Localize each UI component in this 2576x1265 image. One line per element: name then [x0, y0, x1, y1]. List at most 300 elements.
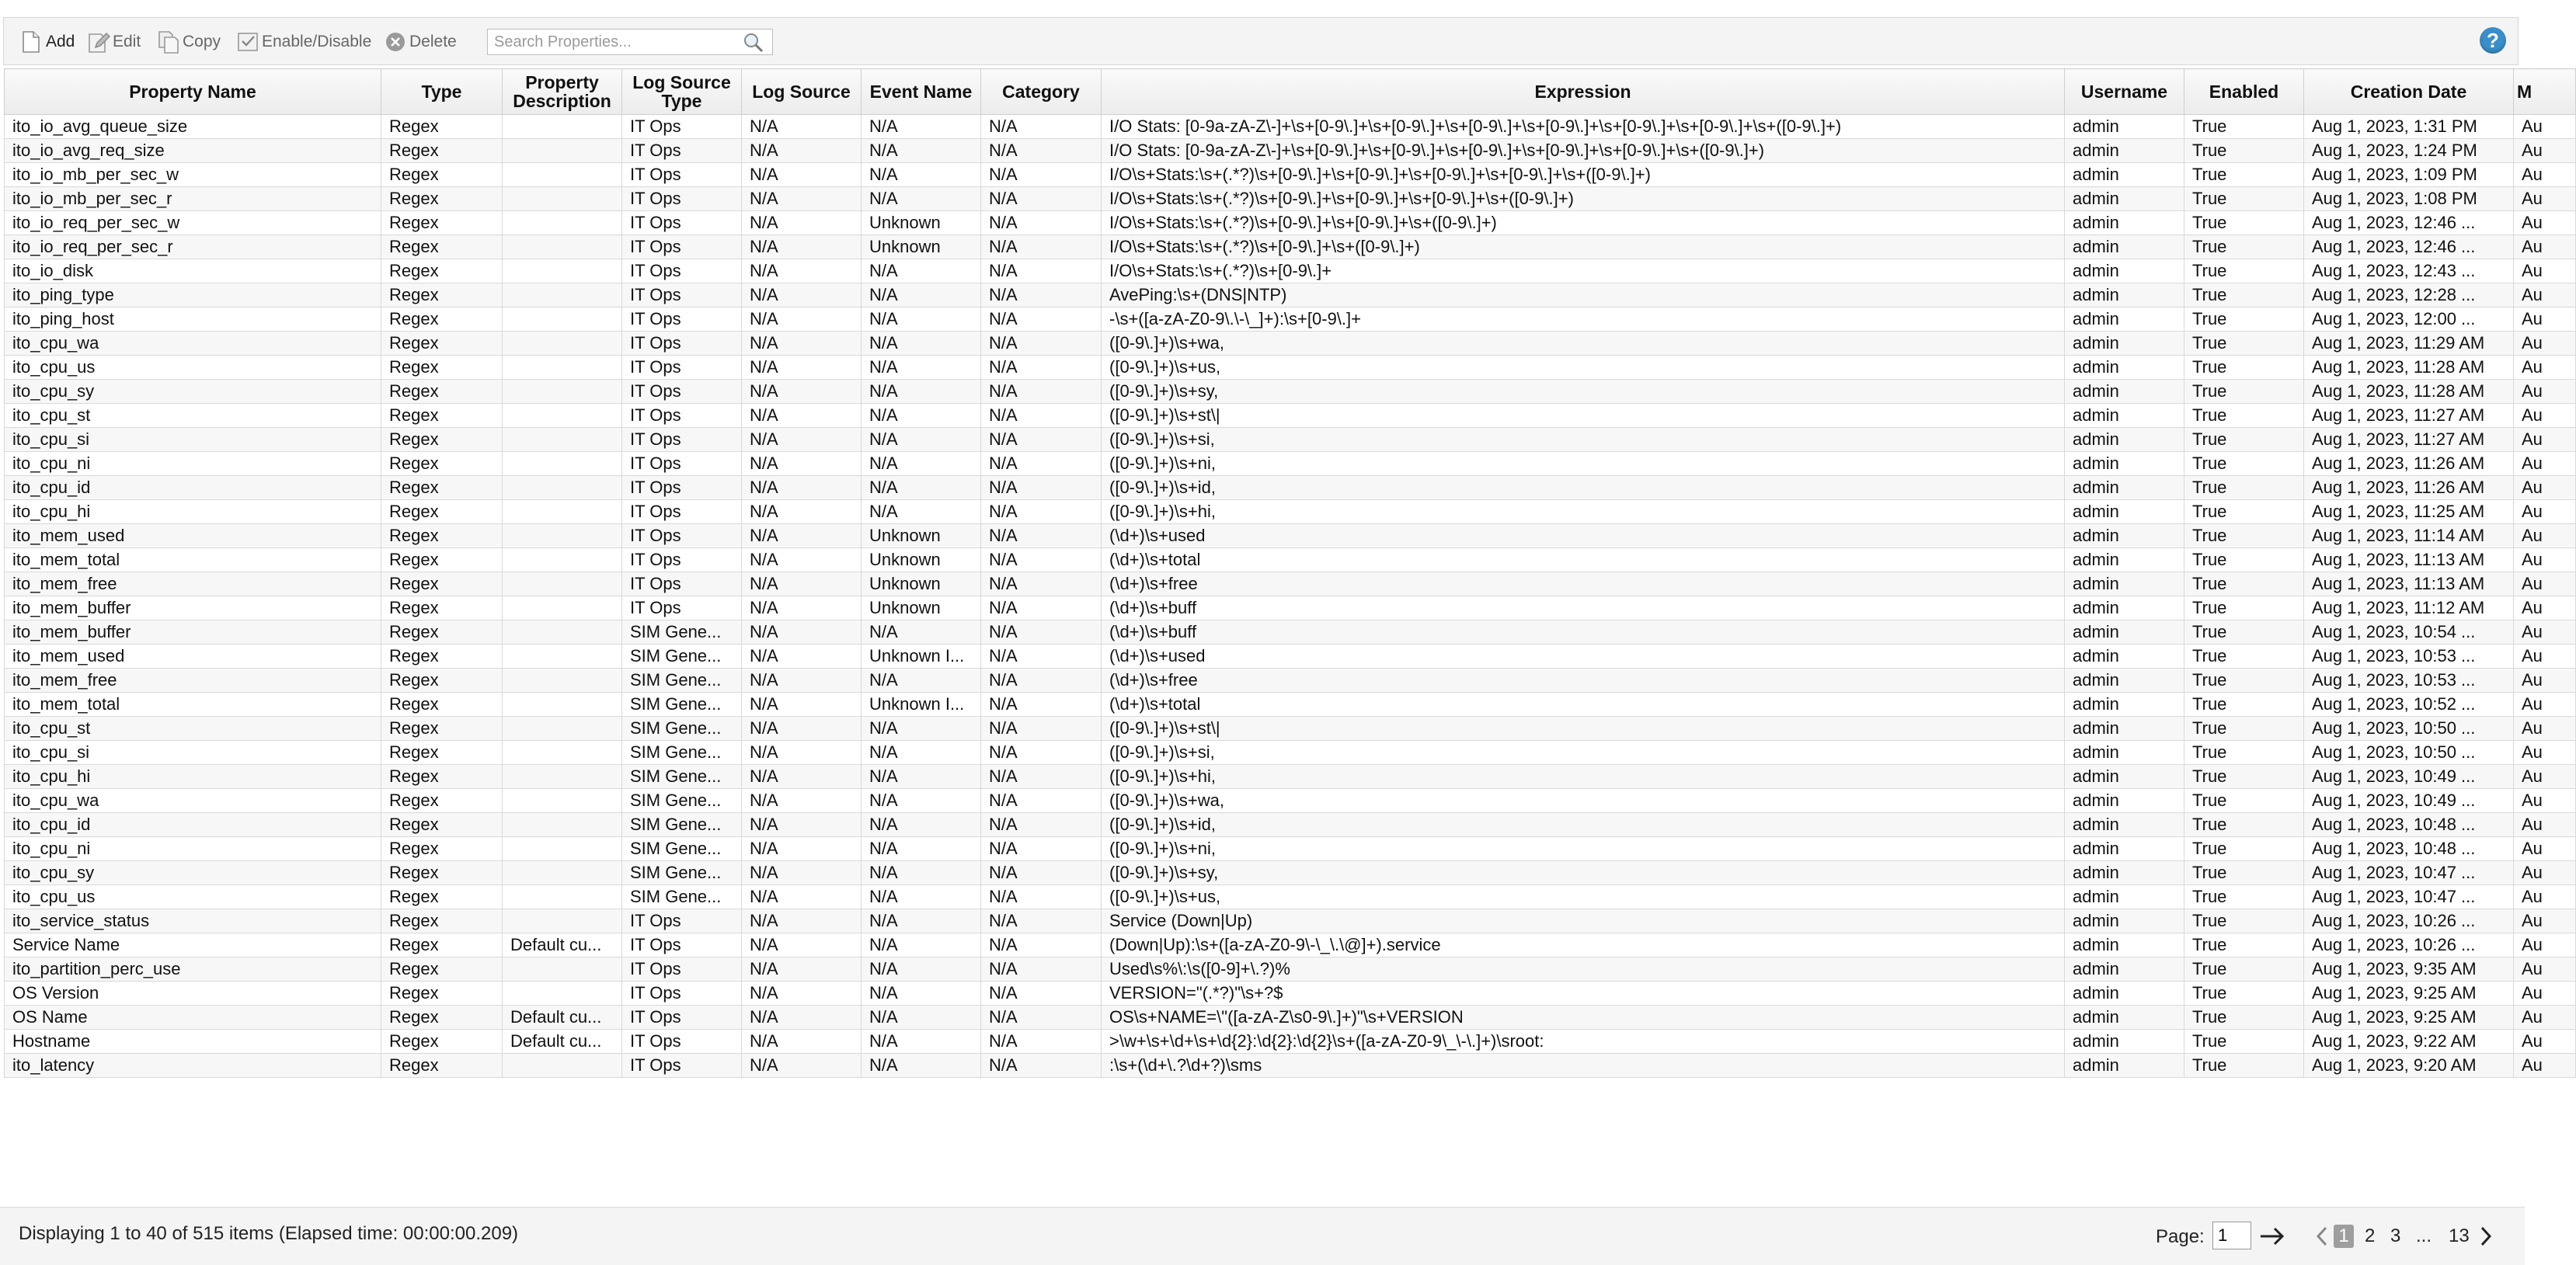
cell-property-name: ito_cpu_ni	[5, 452, 381, 476]
cell-log-source: N/A	[742, 452, 862, 476]
cell-property-name: ito_cpu_sy	[5, 380, 381, 404]
cell-log-source-type: IT Ops	[622, 1006, 742, 1030]
table-row[interactable]	[5, 1054, 2576, 1078]
page-link-13[interactable]: 13	[2449, 1225, 2470, 1246]
table-row[interactable]	[5, 115, 2576, 139]
cell-truncated: Au	[2514, 139, 2576, 163]
table-row[interactable]	[5, 789, 2576, 813]
table-row[interactable]	[5, 933, 2576, 957]
cell-enabled: True	[2184, 669, 2304, 693]
cell-log-source: N/A	[742, 404, 862, 428]
column-header-type[interactable]: Type	[381, 69, 503, 115]
cell-category: N/A	[981, 982, 1102, 1006]
table-row[interactable]	[5, 476, 2576, 500]
cell-property-name: ito_cpu_id	[5, 476, 381, 500]
cell-enabled: True	[2184, 596, 2304, 620]
cell-enabled: True	[2184, 765, 2304, 789]
cell-expression: VERSION="(.*?)"\s+?$	[1102, 982, 2065, 1006]
cell-log-source: N/A	[742, 308, 862, 332]
next-page-icon[interactable]	[2477, 1223, 2494, 1249]
table-row[interactable]	[5, 1030, 2576, 1054]
table-row[interactable]	[5, 187, 2576, 211]
table-row[interactable]	[5, 909, 2576, 933]
cell-type: Regex	[381, 332, 503, 356]
cell-category: N/A	[981, 163, 1102, 187]
column-header-property-description[interactable]: Property Description	[503, 69, 622, 115]
cell-truncated: Au	[2514, 1006, 2576, 1030]
table-row[interactable]	[5, 163, 2576, 187]
column-header-truncated[interactable]: M	[2514, 69, 2576, 115]
cell-category: N/A	[981, 837, 1102, 861]
cell-event-name: Unknown I...	[862, 645, 981, 669]
cell-username: admin	[2065, 428, 2184, 452]
cell-creation-date: Aug 1, 2023, 11:12 AM	[2304, 596, 2514, 620]
cell-log-source: N/A	[742, 572, 862, 596]
cell-event-name: N/A	[862, 380, 981, 404]
cell-creation-date: Aug 1, 2023, 9:20 AM	[2304, 1054, 2514, 1078]
cell-property-name: ito_cpu_us	[5, 885, 381, 909]
cell-creation-date: Aug 1, 2023, 1:24 PM	[2304, 139, 2514, 163]
cell-type: Regex	[381, 693, 503, 717]
cell-creation-date: Aug 1, 2023, 10:48 ...	[2304, 813, 2514, 837]
go-arrow-icon[interactable]	[2257, 1223, 2289, 1249]
table-row[interactable]	[5, 283, 2576, 308]
cell-truncated: Au	[2514, 428, 2576, 452]
cell-username: admin	[2065, 693, 2184, 717]
cell-type: Regex	[381, 163, 503, 187]
cell-property-description	[503, 524, 622, 548]
table-row[interactable]	[5, 596, 2576, 620]
add-button[interactable]	[21, 27, 75, 57]
table-row[interactable]	[5, 452, 2576, 476]
cell-property-name: ito_io_mb_per_sec_r	[5, 187, 381, 211]
cell-property-description	[503, 837, 622, 861]
cell-log-source: N/A	[742, 645, 862, 669]
cell-username: admin	[2065, 115, 2184, 139]
cell-property-description	[503, 861, 622, 885]
cell-truncated: Au	[2514, 885, 2576, 909]
cell-log-source-type: IT Ops	[622, 572, 742, 596]
cell-event-name: N/A	[862, 933, 981, 957]
cell-enabled: True	[2184, 620, 2304, 645]
page-number-input[interactable]	[2212, 1222, 2251, 1249]
cell-creation-date: Aug 1, 2023, 9:25 AM	[2304, 1006, 2514, 1030]
cell-creation-date: Aug 1, 2023, 10:54 ...	[2304, 620, 2514, 645]
cell-enabled: True	[2184, 283, 2304, 308]
cell-truncated: Au	[2514, 500, 2576, 524]
table-body	[5, 115, 2576, 1078]
cell-truncated: Au	[2514, 308, 2576, 332]
cell-property-name: ito_ping_host	[5, 308, 381, 332]
cell-event-name: N/A	[862, 404, 981, 428]
table-row[interactable]	[5, 332, 2576, 356]
table-row[interactable]	[5, 356, 2576, 380]
cell-log-source: N/A	[742, 909, 862, 933]
column-header-enabled[interactable]: Enabled	[2184, 69, 2304, 115]
edit-icon	[88, 30, 108, 54]
column-header-creation-date[interactable]: Creation Date	[2304, 69, 2514, 115]
cell-event-name: N/A	[862, 187, 981, 211]
cell-expression: ([0-9\.]+)\s+sy,	[1102, 861, 2065, 885]
edit-label: Edit	[113, 33, 141, 50]
cell-truncated: Au	[2514, 163, 2576, 187]
cell-enabled: True	[2184, 1030, 2304, 1054]
search-icon[interactable]	[742, 32, 765, 54]
cell-log-source-type: IT Ops	[622, 982, 742, 1006]
table-row[interactable]	[5, 548, 2576, 572]
cell-enabled: True	[2184, 572, 2304, 596]
cell-log-source-type: SIM Gene...	[622, 693, 742, 717]
cell-event-name: Unknown	[862, 524, 981, 548]
cell-log-source: N/A	[742, 1006, 862, 1030]
cell-expression: I/O\s+Stats:\s+(.*?)\s+[0-9\.]+\s+[0-9\.]+\s+[0-9\.]+\s+([0-9\.]+)	[1102, 187, 2065, 211]
cell-type: Regex	[381, 548, 503, 572]
column-header-username[interactable]: Username	[2065, 69, 2184, 115]
cell-property-name: ito_io_req_per_sec_r	[5, 235, 381, 259]
cell-log-source: N/A	[742, 789, 862, 813]
cell-expression: (Down|Up):\s+([a-zA-Z0-9\-\_\.\@]+).service	[1102, 933, 2065, 957]
column-header-property-name[interactable]: Property Name	[5, 69, 381, 115]
cell-property-description	[503, 669, 622, 693]
cell-category: N/A	[981, 356, 1102, 380]
column-header-expression[interactable]: Expression	[1102, 69, 2065, 115]
cell-log-source-type: IT Ops	[622, 332, 742, 356]
cell-type: Regex	[381, 211, 503, 235]
cell-truncated: Au	[2514, 524, 2576, 548]
edit-button[interactable]	[88, 27, 141, 57]
cell-creation-date: Aug 1, 2023, 10:52 ...	[2304, 693, 2514, 717]
cell-property-description	[503, 693, 622, 717]
cell-truncated: Au	[2514, 1054, 2576, 1078]
cell-log-source-type: IT Ops	[622, 957, 742, 982]
cell-property-description: Default cu...	[503, 1030, 622, 1054]
cell-log-source: N/A	[742, 861, 862, 885]
cell-expression: (\d+)\s+used	[1102, 524, 2065, 548]
cell-log-source: N/A	[742, 211, 862, 235]
cell-category: N/A	[981, 933, 1102, 957]
cell-event-name: N/A	[862, 837, 981, 861]
delete-icon	[385, 30, 405, 54]
cell-expression: ([0-9\.]+)\s+wa,	[1102, 332, 2065, 356]
table-row[interactable]	[5, 982, 2576, 1006]
cell-event-name: N/A	[862, 163, 981, 187]
cell-truncated: Au	[2514, 187, 2576, 211]
cell-log-source: N/A	[742, 765, 862, 789]
cell-property-description	[503, 404, 622, 428]
page-link-1[interactable]: 1	[2334, 1225, 2354, 1248]
cell-truncated: Au	[2514, 957, 2576, 982]
cell-enabled: True	[2184, 717, 2304, 741]
cell-truncated: Au	[2514, 380, 2576, 404]
cell-log-source-type: IT Ops	[622, 308, 742, 332]
cell-expression: ([0-9\.]+)\s+sy,	[1102, 380, 2065, 404]
cell-expression: ([0-9\.]+)\s+hi,	[1102, 500, 2065, 524]
cell-truncated: Au	[2514, 717, 2576, 741]
cell-creation-date: Aug 1, 2023, 11:25 AM	[2304, 500, 2514, 524]
cell-type: Regex	[381, 115, 503, 139]
cell-log-source: N/A	[742, 837, 862, 861]
table-row[interactable]	[5, 524, 2576, 548]
cell-expression: (\d+)\s+buff	[1102, 596, 2065, 620]
cell-username: admin	[2065, 933, 2184, 957]
cell-truncated: Au	[2514, 283, 2576, 308]
table-row[interactable]	[5, 861, 2576, 885]
cell-property-name: ito_partition_perc_use	[5, 957, 381, 982]
cell-event-name: N/A	[862, 669, 981, 693]
table-row[interactable]	[5, 620, 2576, 645]
table-row[interactable]	[5, 139, 2576, 163]
cell-creation-date: Aug 1, 2023, 11:26 AM	[2304, 452, 2514, 476]
table-row[interactable]	[5, 380, 2576, 404]
cell-creation-date: Aug 1, 2023, 12:46 ...	[2304, 235, 2514, 259]
cell-log-source: N/A	[742, 115, 862, 139]
cell-log-source-type: SIM Gene...	[622, 813, 742, 837]
cell-event-name: Unknown	[862, 596, 981, 620]
cell-property-description	[503, 356, 622, 380]
cell-creation-date: Aug 1, 2023, 10:26 ...	[2304, 933, 2514, 957]
cell-property-description	[503, 909, 622, 933]
table-row[interactable]	[5, 572, 2576, 596]
page-link-2[interactable]: 2	[2365, 1225, 2376, 1246]
cell-event-name: N/A	[862, 957, 981, 982]
table-row[interactable]	[5, 765, 2576, 789]
cell-expression: I/O Stats: [0-9a-zA-Z\-]+\s+[0-9\.]+\s+[0-9\.]+\s+[0-9\.]+\s+[0-9\.]+\s+[0-9\.]+\s+([0-9\.]+)	[1102, 139, 2065, 163]
cell-enabled: True	[2184, 645, 2304, 669]
cell-log-source: N/A	[742, 693, 862, 717]
cell-log-source-type: IT Ops	[622, 187, 742, 211]
cell-enabled: True	[2184, 789, 2304, 813]
enable-disable-button[interactable]	[237, 27, 371, 57]
cell-property-description	[503, 620, 622, 645]
cell-username: admin	[2065, 356, 2184, 380]
cell-enabled: True	[2184, 1006, 2304, 1030]
table-row[interactable]	[5, 259, 2576, 283]
cell-type: Regex	[381, 187, 503, 211]
cell-log-source: N/A	[742, 933, 862, 957]
cell-event-name: N/A	[862, 741, 981, 765]
cell-category: N/A	[981, 572, 1102, 596]
table-row[interactable]	[5, 211, 2576, 235]
search-input[interactable]	[487, 29, 773, 55]
cell-expression: AvePing:\s+(DNS|NTP)	[1102, 283, 2065, 308]
table-row[interactable]	[5, 837, 2576, 861]
column-header-event-name[interactable]: Event Name	[862, 69, 981, 115]
table-row[interactable]	[5, 957, 2576, 982]
cell-type: Regex	[381, 1030, 503, 1054]
help-icon[interactable]: ?	[2480, 27, 2506, 54]
cell-expression: ([0-9\.]+)\s+si,	[1102, 741, 2065, 765]
cell-category: N/A	[981, 428, 1102, 452]
table-row[interactable]	[5, 813, 2576, 837]
cell-creation-date: Aug 1, 2023, 10:50 ...	[2304, 717, 2514, 741]
page-link-3[interactable]: 3	[2390, 1225, 2401, 1246]
cell-truncated: Au	[2514, 596, 2576, 620]
cell-expression: I/O\s+Stats:\s+(.*?)\s+[0-9\.]+\s+[0-9\.]+\s+([0-9\.]+)	[1102, 211, 2065, 235]
cell-property-name: ito_cpu_st	[5, 717, 381, 741]
cell-property-name: ito_io_avg_req_size	[5, 139, 381, 163]
cell-truncated: Au	[2514, 476, 2576, 500]
cell-enabled: True	[2184, 332, 2304, 356]
cell-username: admin	[2065, 163, 2184, 187]
cell-property-name: Hostname	[5, 1030, 381, 1054]
cell-expression: ([0-9\.]+)\s+ni,	[1102, 452, 2065, 476]
pagination-footer	[0, 1207, 2525, 1265]
cell-enabled: True	[2184, 235, 2304, 259]
cell-property-name: ito_mem_buffer	[5, 596, 381, 620]
cell-type: Regex	[381, 837, 503, 861]
cell-event-name: N/A	[862, 500, 981, 524]
cell-event-name: Unknown	[862, 211, 981, 235]
cell-enabled: True	[2184, 308, 2304, 332]
cell-category: N/A	[981, 476, 1102, 500]
cell-property-description	[503, 572, 622, 596]
cell-property-name: ito_io_mb_per_sec_w	[5, 163, 381, 187]
cell-event-name: N/A	[862, 982, 981, 1006]
cell-creation-date: Aug 1, 2023, 11:28 AM	[2304, 356, 2514, 380]
cell-enabled: True	[2184, 524, 2304, 548]
table-row[interactable]	[5, 717, 2576, 741]
cell-property-description	[503, 645, 622, 669]
status-text: Displaying 1 to 40 of 515 items (Elapsed time: 00:00:00.209)	[19, 1223, 519, 1244]
cell-type: Regex	[381, 476, 503, 500]
cell-truncated: Au	[2514, 211, 2576, 235]
cell-log-source: N/A	[742, 596, 862, 620]
cell-username: admin	[2065, 572, 2184, 596]
properties-table	[4, 68, 2576, 1078]
cell-creation-date: Aug 1, 2023, 1:08 PM	[2304, 187, 2514, 211]
enable-disable-label: Enable/Disable	[262, 33, 372, 50]
cell-log-source: N/A	[742, 380, 862, 404]
cell-username: admin	[2065, 187, 2184, 211]
table-row[interactable]	[5, 500, 2576, 524]
cell-type: Regex	[381, 861, 503, 885]
cell-property-description	[503, 139, 622, 163]
cell-expression: ([0-9\.]+)\s+id,	[1102, 813, 2065, 837]
cell-property-name: ito_cpu_wa	[5, 332, 381, 356]
cell-username: admin	[2065, 548, 2184, 572]
cell-truncated: Au	[2514, 404, 2576, 428]
cell-property-name: ito_cpu_si	[5, 428, 381, 452]
page-ellipsis: ...	[2416, 1225, 2432, 1246]
column-header-category[interactable]: Category	[981, 69, 1102, 115]
table-row[interactable]	[5, 235, 2576, 259]
table-row[interactable]	[5, 741, 2576, 765]
cell-log-source-type: IT Ops	[622, 933, 742, 957]
cell-type: Regex	[381, 620, 503, 645]
cell-category: N/A	[981, 1030, 1102, 1054]
cell-category: N/A	[981, 620, 1102, 645]
cell-log-source: N/A	[742, 428, 862, 452]
cell-username: admin	[2065, 861, 2184, 885]
cell-category: N/A	[981, 765, 1102, 789]
cell-event-name: Unknown	[862, 235, 981, 259]
cell-creation-date: Aug 1, 2023, 11:13 AM	[2304, 548, 2514, 572]
cell-category: N/A	[981, 380, 1102, 404]
cell-event-name: N/A	[862, 1006, 981, 1030]
cell-enabled: True	[2184, 187, 2304, 211]
cell-log-source: N/A	[742, 813, 862, 837]
cell-property-name: ito_cpu_wa	[5, 789, 381, 813]
column-header-log-source[interactable]: Log Source	[742, 69, 862, 115]
cell-category: N/A	[981, 139, 1102, 163]
cell-expression: I/O\s+Stats:\s+(.*?)\s+[0-9\.]+	[1102, 259, 2065, 283]
cell-truncated: Au	[2514, 669, 2576, 693]
cell-username: admin	[2065, 741, 2184, 765]
cell-property-description	[503, 476, 622, 500]
table-row[interactable]	[5, 308, 2576, 332]
cell-truncated: Au	[2514, 115, 2576, 139]
cell-category: N/A	[981, 332, 1102, 356]
cell-log-source: N/A	[742, 620, 862, 645]
cell-property-name: Service Name	[5, 933, 381, 957]
table-row[interactable]	[5, 1006, 2576, 1030]
table-row[interactable]	[5, 885, 2576, 909]
cell-property-name: ito_cpu_si	[5, 741, 381, 765]
cell-log-source-type: IT Ops	[622, 356, 742, 380]
cell-enabled: True	[2184, 115, 2304, 139]
cell-category: N/A	[981, 885, 1102, 909]
cell-log-source-type: IT Ops	[622, 524, 742, 548]
cell-type: Regex	[381, 139, 503, 163]
cell-property-name: ito_mem_buffer	[5, 620, 381, 645]
cell-enabled: True	[2184, 452, 2304, 476]
cell-property-description	[503, 115, 622, 139]
cell-property-name: ito_mem_free	[5, 669, 381, 693]
cell-log-source-type: IT Ops	[622, 596, 742, 620]
table-row[interactable]	[5, 428, 2576, 452]
cell-log-source-type: IT Ops	[622, 259, 742, 283]
cell-truncated: Au	[2514, 572, 2576, 596]
cell-category: N/A	[981, 524, 1102, 548]
cell-creation-date: Aug 1, 2023, 11:26 AM	[2304, 476, 2514, 500]
cell-type: Regex	[381, 741, 503, 765]
cell-property-description	[503, 428, 622, 452]
cell-expression: ([0-9\.]+)\s+st\|	[1102, 717, 2065, 741]
cell-event-name: N/A	[862, 620, 981, 645]
cell-enabled: True	[2184, 861, 2304, 885]
cell-creation-date: Aug 1, 2023, 11:27 AM	[2304, 428, 2514, 452]
copy-button[interactable]	[158, 27, 221, 57]
cell-log-source: N/A	[742, 717, 862, 741]
cell-log-source: N/A	[742, 548, 862, 572]
column-header-log-source-type[interactable]: Log Source Type	[622, 69, 742, 115]
cell-username: admin	[2065, 1006, 2184, 1030]
cell-property-name: ito_cpu_ni	[5, 837, 381, 861]
cell-username: admin	[2065, 332, 2184, 356]
table-row[interactable]	[5, 669, 2576, 693]
cell-log-source-type: SIM Gene...	[622, 620, 742, 645]
cell-log-source-type: IT Ops	[622, 115, 742, 139]
cell-property-description	[503, 717, 622, 741]
cell-event-name: Unknown	[862, 572, 981, 596]
table-row[interactable]	[5, 404, 2576, 428]
cell-creation-date: Aug 1, 2023, 10:47 ...	[2304, 885, 2514, 909]
cell-type: Regex	[381, 308, 503, 332]
cell-log-source-type: IT Ops	[622, 452, 742, 476]
cell-truncated: Au	[2514, 813, 2576, 837]
properties-grid	[4, 68, 2543, 1076]
table-row[interactable]	[5, 693, 2576, 717]
table-row[interactable]	[5, 645, 2576, 669]
previous-page-icon[interactable]	[2313, 1223, 2331, 1249]
cell-property-description	[503, 1054, 622, 1078]
cell-type: Regex	[381, 885, 503, 909]
delete-button[interactable]	[385, 27, 457, 57]
cell-category: N/A	[981, 693, 1102, 717]
cell-expression: ([0-9\.]+)\s+hi,	[1102, 765, 2065, 789]
cell-creation-date: Aug 1, 2023, 10:50 ...	[2304, 741, 2514, 765]
cell-type: Regex	[381, 380, 503, 404]
